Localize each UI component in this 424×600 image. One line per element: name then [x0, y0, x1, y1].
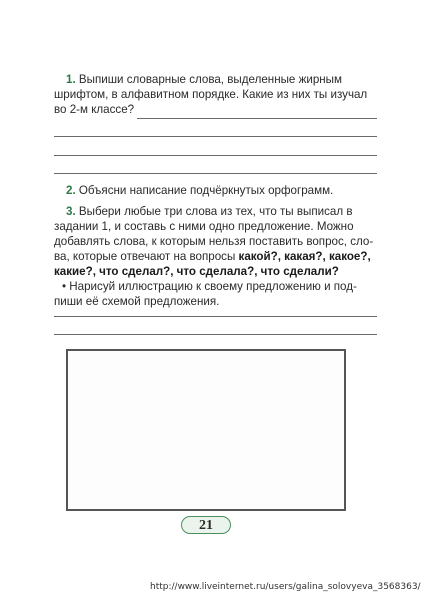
task1-line1: [66, 72, 342, 87]
answer-line: [54, 173, 377, 174]
source-url: http://www.liveinternet.ru/users/galina_solovyeva_3568363/: [150, 582, 421, 592]
task3-bullet-line1: • Нарисуй иллюстрацию к своему предложению и под-: [62, 280, 357, 293]
task3-text-1: Выбери любые три слова из тех, что ты выписал в: [78, 205, 353, 218]
task2: [66, 183, 333, 198]
answer-line: [54, 155, 377, 156]
task3-line4: [54, 249, 371, 264]
drawing-box[interactable]: [66, 349, 346, 511]
answer-line: [54, 136, 377, 137]
answer-line: [54, 334, 377, 335]
task2-text: Объясни написание подчёркнутых орфограмм.: [78, 184, 334, 197]
answer-line: [137, 118, 377, 119]
task1-line3: во 2-м классе?: [54, 103, 135, 116]
task1-text-1: Выпиши словарные слова, выделенные жирным: [78, 73, 342, 86]
task1-number: 1.: [66, 73, 76, 86]
task3-line1: [66, 204, 353, 219]
task3-line2: задании 1, и составь с ними одно предложение. Можно: [54, 220, 354, 233]
task1-line2: шрифтом, в алфавитном порядке. Какие из них ты изучал: [54, 88, 368, 101]
answer-line: [54, 316, 377, 317]
task3-text-4: ва, которые отвечают на вопросы: [54, 250, 239, 263]
task2-number: 2.: [66, 184, 76, 197]
task3-number: 3.: [66, 205, 76, 218]
task3-bullet-line2: пиши её схемой предложения.: [54, 295, 220, 308]
task3-questions-1: какой?, какая?, какое?,: [238, 250, 371, 263]
page-number: 21: [181, 516, 231, 534]
task3-questions-2: какие?, что сделал?, что сделала?, что сделали?: [54, 265, 339, 278]
task3-line3: добавлять слова, к которым нельзя поставить вопрос, сло-: [54, 235, 374, 248]
